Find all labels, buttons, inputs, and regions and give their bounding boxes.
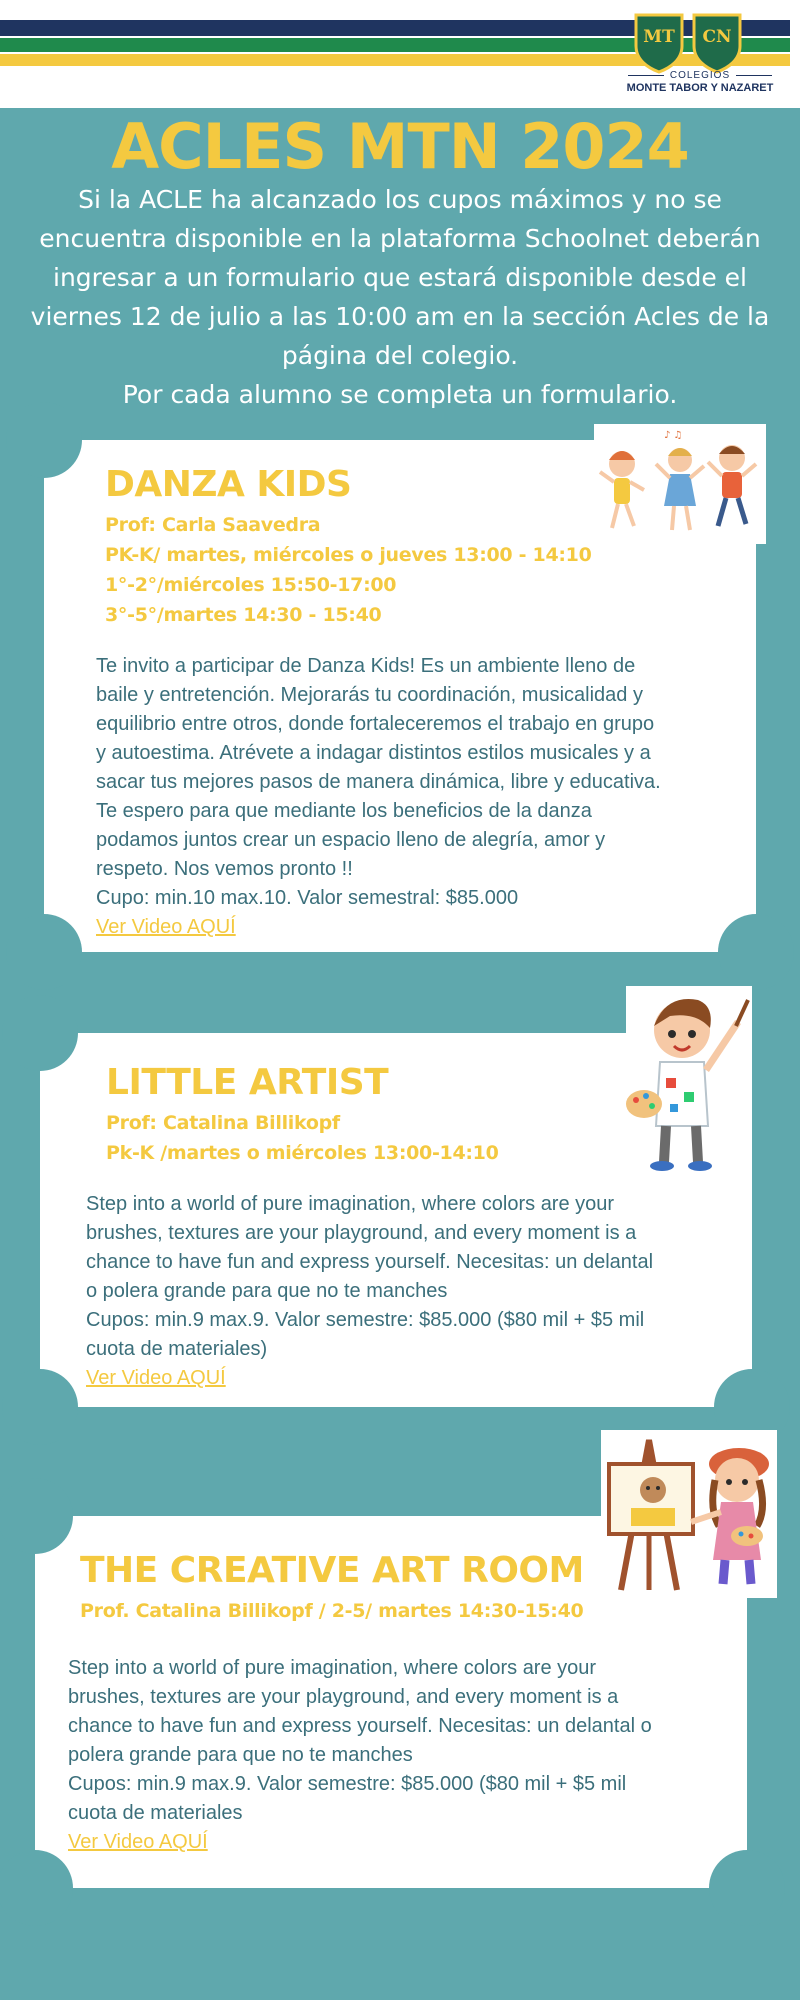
description-line: Te invito a participar de Danza Kids! Es un ambiente lleno de xyxy=(96,655,636,677)
card-notch xyxy=(6,402,82,478)
description-line: Step into a world of pure imagination, where colors are your xyxy=(68,1657,597,1679)
intro-line: viernes 12 de julio a las 10:00 am en la sección Acles de la xyxy=(30,302,770,331)
schedule-line: Pk-K /martes o miércoles 13:00-14:10 xyxy=(106,1142,499,1164)
description-line: chance to have fun and express yourself. Necesitas: un delantal o xyxy=(68,1715,652,1737)
logo-top-line xyxy=(606,70,794,81)
intro-line: Si la ACLE ha alcanzado los cupos máximos y no se xyxy=(78,185,722,214)
description-line: sacar tus mejores pasos de manera dinámica, libre y educativa. xyxy=(96,771,661,793)
description-line: polera grande para que no te manches xyxy=(68,1744,413,1766)
girl-painter-illustration xyxy=(601,1430,777,1598)
header-banner xyxy=(0,0,800,108)
description-line: equilibrio entre otros, donde fortaleceremos el trabajo en grupo xyxy=(96,713,655,735)
card-schedule xyxy=(80,1596,583,1626)
description-line: respeto. Nos vemos pronto !! xyxy=(96,858,353,880)
price-line: cuota de materiales) xyxy=(86,1338,268,1360)
schedule-line: PK-K/ martes, miércoles o jueves 13:00 - 14:10 xyxy=(105,544,592,566)
card-notch xyxy=(0,1850,73,1926)
card-description xyxy=(96,652,736,942)
description-line: baile y entretención. Mejorarás tu coordinación, musicalidad y xyxy=(96,684,643,706)
video-link[interactable]: Ver Video AQUÍ xyxy=(68,1831,208,1853)
teacher-name: Prof: Carla Saavedra xyxy=(105,514,321,536)
logo-top-text: COLEGIOS xyxy=(669,70,731,81)
school-name xyxy=(606,70,794,94)
card-title: LITTLE ARTIST xyxy=(106,1062,389,1103)
video-link[interactable]: Ver Video AQUÍ xyxy=(86,1367,226,1389)
boy-painter-icon xyxy=(626,999,748,1171)
page-title: ACLES MTN 2024 xyxy=(111,110,689,183)
card-notch xyxy=(6,914,82,990)
description-line: Te espero para que mediante los beneficios de la danza xyxy=(96,800,592,822)
intro-text xyxy=(10,180,790,414)
card-notch xyxy=(0,1478,73,1554)
logo-name-text: MONTE TABOR Y NAZARET xyxy=(626,82,774,94)
teacher-schedule-line: Prof. Catalina Billikopf / 2-5/ martes 14:30-15:40 xyxy=(80,1600,584,1622)
dancing-girl-icon xyxy=(600,451,644,528)
intro-line: encuentra disponible en la plataforma Schoolnet deberán xyxy=(39,224,761,253)
card-notch xyxy=(709,1850,785,1926)
card-notch xyxy=(2,1369,78,1445)
dancing-kids-illustration xyxy=(594,424,766,544)
dancing-boy-icon xyxy=(708,445,756,526)
intro-line: página del colegio. xyxy=(281,341,519,370)
easel-icon xyxy=(609,1440,693,1590)
description-line: brushes, textures are your playground, and every moment is a xyxy=(86,1222,637,1244)
svg-text:♪ ♫: ♪ ♫ xyxy=(664,430,683,441)
schedule-line: 1°-2°/miércoles 15:50-17:00 xyxy=(105,574,397,596)
price-line: cuota de materiales xyxy=(68,1802,243,1824)
price-line: Cupo: min.10 max.10. Valor semestral: $85.000 xyxy=(96,887,519,909)
description-line: Step into a world of pure imagination, where colors are your xyxy=(86,1193,615,1215)
schedule-line: 3°-5°/martes 14:30 - 15:40 xyxy=(105,604,382,626)
card-description xyxy=(86,1190,746,1393)
card-description xyxy=(68,1654,738,1857)
card-notch xyxy=(2,995,78,1071)
card-schedule xyxy=(106,1108,499,1168)
description-line: brushes, textures are your playground, and every moment is a xyxy=(68,1686,619,1708)
shield-mt-icon xyxy=(632,12,686,74)
boy-painter-illustration xyxy=(626,986,752,1174)
intro-line: ingresar a un formulario que estará disponible desde el xyxy=(53,263,747,292)
girl-painter-icon xyxy=(691,1448,769,1584)
svg-text:MT: MT xyxy=(643,27,675,47)
svg-text:CN: CN xyxy=(702,27,732,47)
dancing-girl-blue-icon xyxy=(656,448,704,530)
card-title: THE CREATIVE ART ROOM xyxy=(80,1550,584,1591)
school-logo xyxy=(632,12,786,74)
card-schedule xyxy=(105,510,592,630)
card-title: DANZA KIDS xyxy=(105,464,352,505)
description-line: o polera grande para que no te manches xyxy=(86,1280,448,1302)
video-link[interactable]: Ver Video AQUÍ xyxy=(96,916,236,938)
shield-cn-icon xyxy=(690,12,744,74)
intro-line: Por cada alumno se completa un formulario. xyxy=(122,380,678,409)
teacher-name: Prof: Catalina Billikopf xyxy=(106,1112,340,1134)
description-line: chance to have fun and express yourself. Necesitas: un delantal xyxy=(86,1251,654,1273)
description-line: y autoestima. Atrévete a indagar distintos estilos musicales y a xyxy=(96,742,651,764)
description-line: podamos juntos crear un espacio lleno de alegría, amor y xyxy=(96,829,606,851)
price-line: Cupos: min.9 max.9. Valor semestre: $85.000 ($80 mil + $5 mil xyxy=(86,1309,645,1331)
price-line: Cupos: min.9 max.9. Valor semestre: $85.000 ($80 mil + $5 mil xyxy=(68,1773,627,1795)
